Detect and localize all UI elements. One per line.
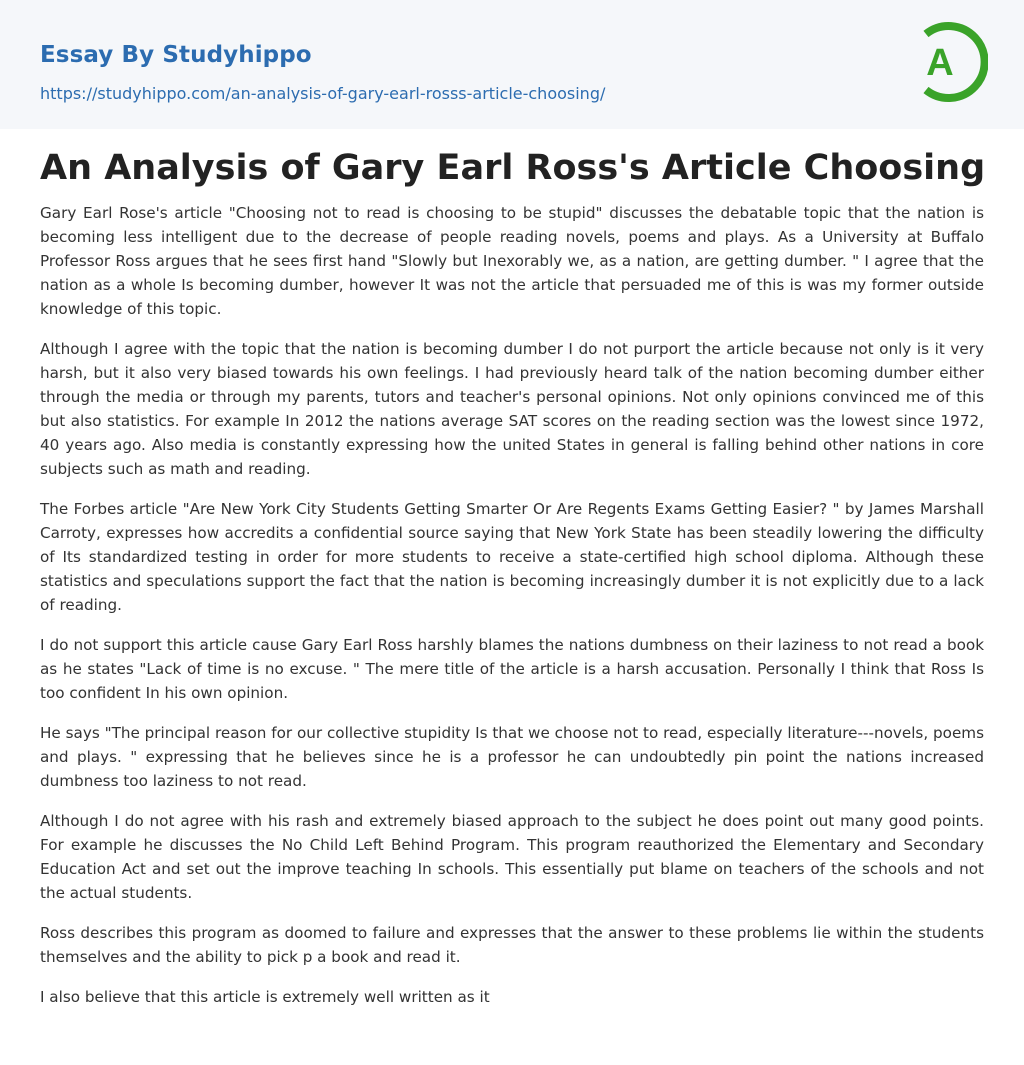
article-paragraph: The Forbes article "Are New York City Students Getting Smarter Or Are Regents Exams Getting Easier? " by James Marshall Carroty, expresses how accredits a confidential source saying that New York State has been steadily lowering the difficulty of Its standardized testing in order for more students to receive a state-certified high school diploma. Although these statistics and speculations support the fact that the nation is becoming increasingly dumber it is not explicitly due to a lack of reading. [40,500,984,614]
logo-letter: A [926,42,954,84]
article-paragraph: Although I agree with the topic that the nation is becoming dumber I do not purport the article because not only is it very harsh, but it also very biased towards his own feelings. I had previously heard talk of the nation becoming dumber either through the media or through my parents, tutors and teacher's personal opinions. Not only opinions convinced me of this but also statistics. For example In 2012 the nations average SAT scores on the reading section was the lowest since 1972, 40 years ago. Also media is constantly expressing how the united States in general is falling behind other nations in core subjects such as math and reading. [40,340,984,478]
essay-url-link[interactable]: https://studyhippo.com/an-analysis-of-gary-earl-rosss-article-choosing/ [40,84,606,103]
site-header [0,0,1024,129]
article-paragraph: I do not support this article cause Gary Earl Ross harshly blames the nations dumbness on their laziness to not read a book as he states "Lack of time is no excuse. " The mere title of the article is a harsh accusation. Personally I think that Ross Is too confident In his own opinion. [40,636,984,702]
article-paragraph: I also believe that this article is extremely well written as it [40,988,490,1006]
article-paragraph: Although I do not agree with his rash and extremely biased approach to the subject he does point out many good points. For example he discusses the No Child Left Behind Program. This program reauthorized the Elementary and Secondary Education Act and set out the improve teaching In schools. This essentially put blame on teachers of the schools and not the actual students. [40,812,984,902]
article-body [40,201,984,1009]
studyhippo-logo-icon[interactable] [912,18,988,106]
site-brand[interactable]: Essay By Studyhippo [40,42,312,68]
article-paragraph: Ross describes this program as doomed to failure and expresses that the answer to these problems lie within the students themselves and the ability to pick p a book and read it. [40,924,984,966]
article-paragraph: Gary Earl Rose's article "Choosing not to read is choosing to be stupid" discusses the debatable topic that the nation is becoming less intelligent due to the decrease of people reading novels, poems and plays. As a University at Buffalo Professor Ross argues that he sees first hand "Slowly but Inexorably we, as a nation, are getting dumber. " I agree that the nation as a whole Is becoming dumber, however It was not the article that persuaded me of this is was my former outside knowledge of this topic. [40,204,984,318]
article-title: An Analysis of Gary Earl Ross's Article Choosing [40,148,986,188]
article-paragraph: He says "The principal reason for our collective stupidity Is that we choose not to read, especially literature---novels, poems and plays. " expressing that he believes since he is a professor he can undoubtedly pin point the nations increased dumbness too laziness to not read. [40,724,984,790]
